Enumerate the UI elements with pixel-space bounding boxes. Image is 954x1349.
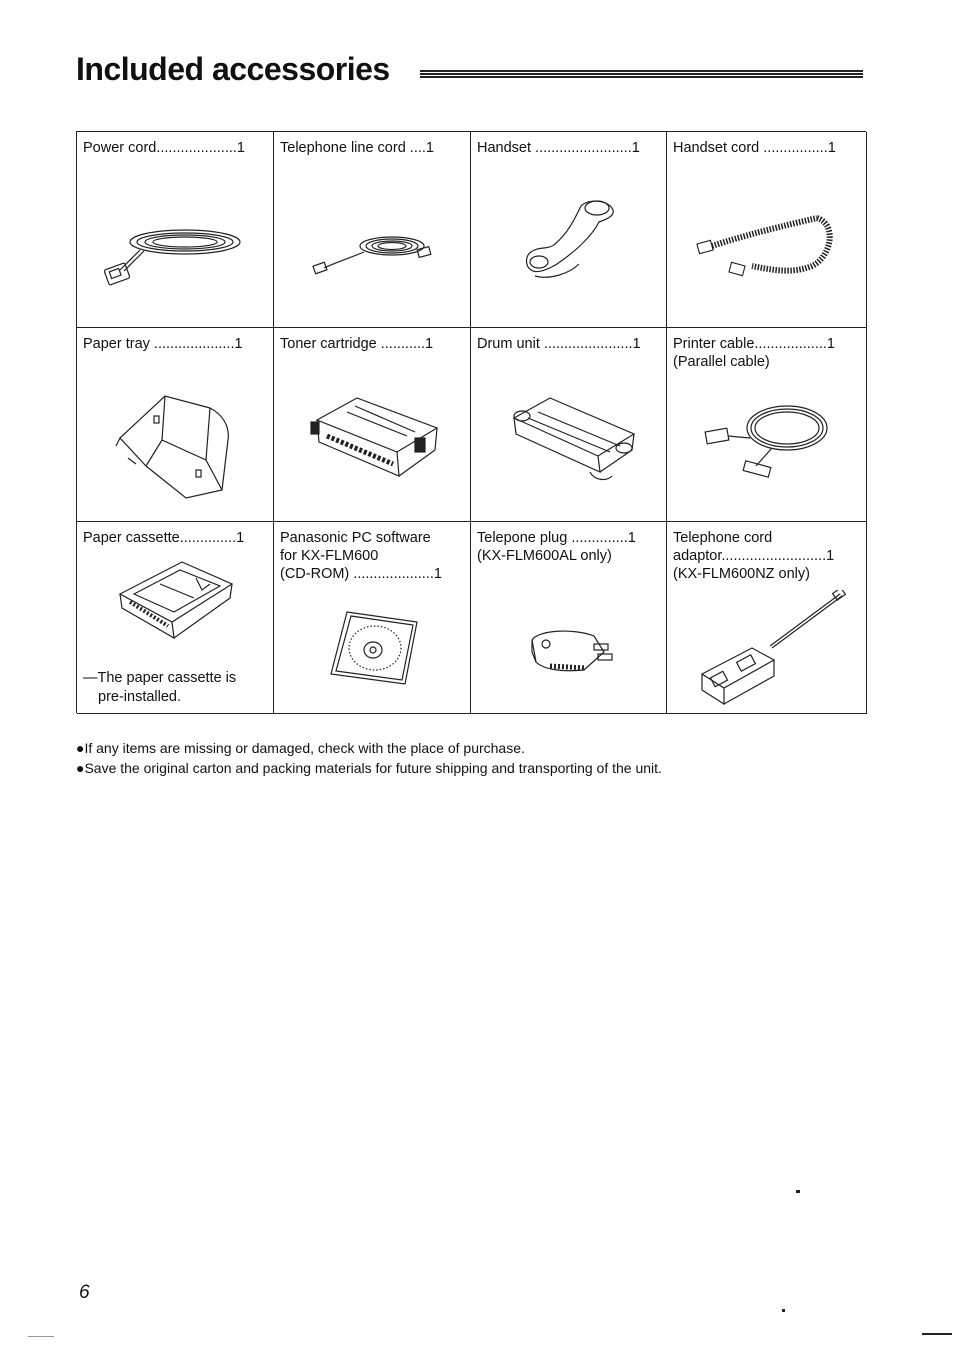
item-telephone-plug <box>471 522 667 714</box>
item-toner-cartridge <box>274 328 471 522</box>
item-power-cord <box>77 132 274 328</box>
telephone-line-cord-illustration <box>274 224 470 284</box>
telephone-plug-illustration <box>471 622 666 682</box>
title-rule <box>420 70 863 80</box>
note-line-2: pre-installed. <box>98 689 182 705</box>
note-missing-items: ●If any items are missing or damaged, check with the place of purchase. <box>76 740 525 756</box>
item-label: Panasonic PC software <box>280 530 431 546</box>
paper-cassette-note <box>83 669 236 707</box>
handset-cord-illustration <box>667 206 866 286</box>
toner-cartridge-illustration <box>274 390 470 490</box>
note-save-carton: ●Save the original carton and packing materials for future shipping and transporting of the unit. <box>76 760 662 776</box>
scan-mark <box>782 1309 785 1312</box>
item-label: Telephone line cord ....1 <box>280 140 434 156</box>
handset-illustration <box>471 194 666 289</box>
item-handset <box>471 132 667 328</box>
item-paper-tray <box>77 328 274 522</box>
paper-tray-illustration <box>77 390 273 505</box>
accessories-table <box>76 131 866 713</box>
item-label: Printer cable..................1 <box>673 336 835 352</box>
item-handset-cord <box>667 132 867 328</box>
page-number: 6 <box>79 1282 90 1303</box>
item-label: Telephone cord <box>673 530 773 546</box>
item-label: Handset cord ................1 <box>673 140 836 156</box>
telephone-cord-adaptor-illustration <box>667 590 866 708</box>
item-label: Drum unit ......................1 <box>477 336 641 352</box>
item-label: Paper tray ....................1 <box>83 336 243 352</box>
item-label: Power cord....................1 <box>83 140 245 156</box>
item-label: Handset ........................1 <box>477 140 640 156</box>
power-cord-illustration <box>77 220 273 290</box>
item-telephone-cord-adaptor <box>667 522 867 714</box>
scan-mark <box>922 1333 952 1335</box>
item-sublabel: for KX-FLM600 <box>280 548 379 564</box>
item-drum-unit <box>471 328 667 522</box>
printer-cable-illustration <box>667 398 866 488</box>
item-telephone-line-cord <box>274 132 471 328</box>
item-sublabel: (Parallel cable) <box>673 354 770 370</box>
item-paper-cassette <box>77 522 274 714</box>
item-sublabel-2: (KX-FLM600NZ only) <box>673 566 810 582</box>
item-printer-cable <box>667 328 867 522</box>
page-title: Included accessories <box>76 51 390 87</box>
item-pc-software <box>274 522 471 714</box>
item-sublabel: adaptor..........................1 <box>673 548 835 564</box>
note-line-1: —The paper cassette is <box>83 670 237 686</box>
cd-rom-illustration <box>274 608 470 688</box>
item-label: Paper cassette..............1 <box>83 530 245 546</box>
drum-unit-illustration <box>471 390 666 490</box>
scan-mark <box>28 1336 54 1337</box>
paper-cassette-illustration <box>77 554 273 654</box>
item-label: Telepone plug ..............1 <box>477 530 636 546</box>
item-sublabel: (KX-FLM600AL only) <box>477 548 612 564</box>
item-label: Toner cartridge ...........1 <box>280 336 434 352</box>
notes-list <box>76 738 662 778</box>
scan-mark <box>796 1190 800 1193</box>
item-sublabel-2: (CD-ROM) ....................1 <box>280 566 442 582</box>
